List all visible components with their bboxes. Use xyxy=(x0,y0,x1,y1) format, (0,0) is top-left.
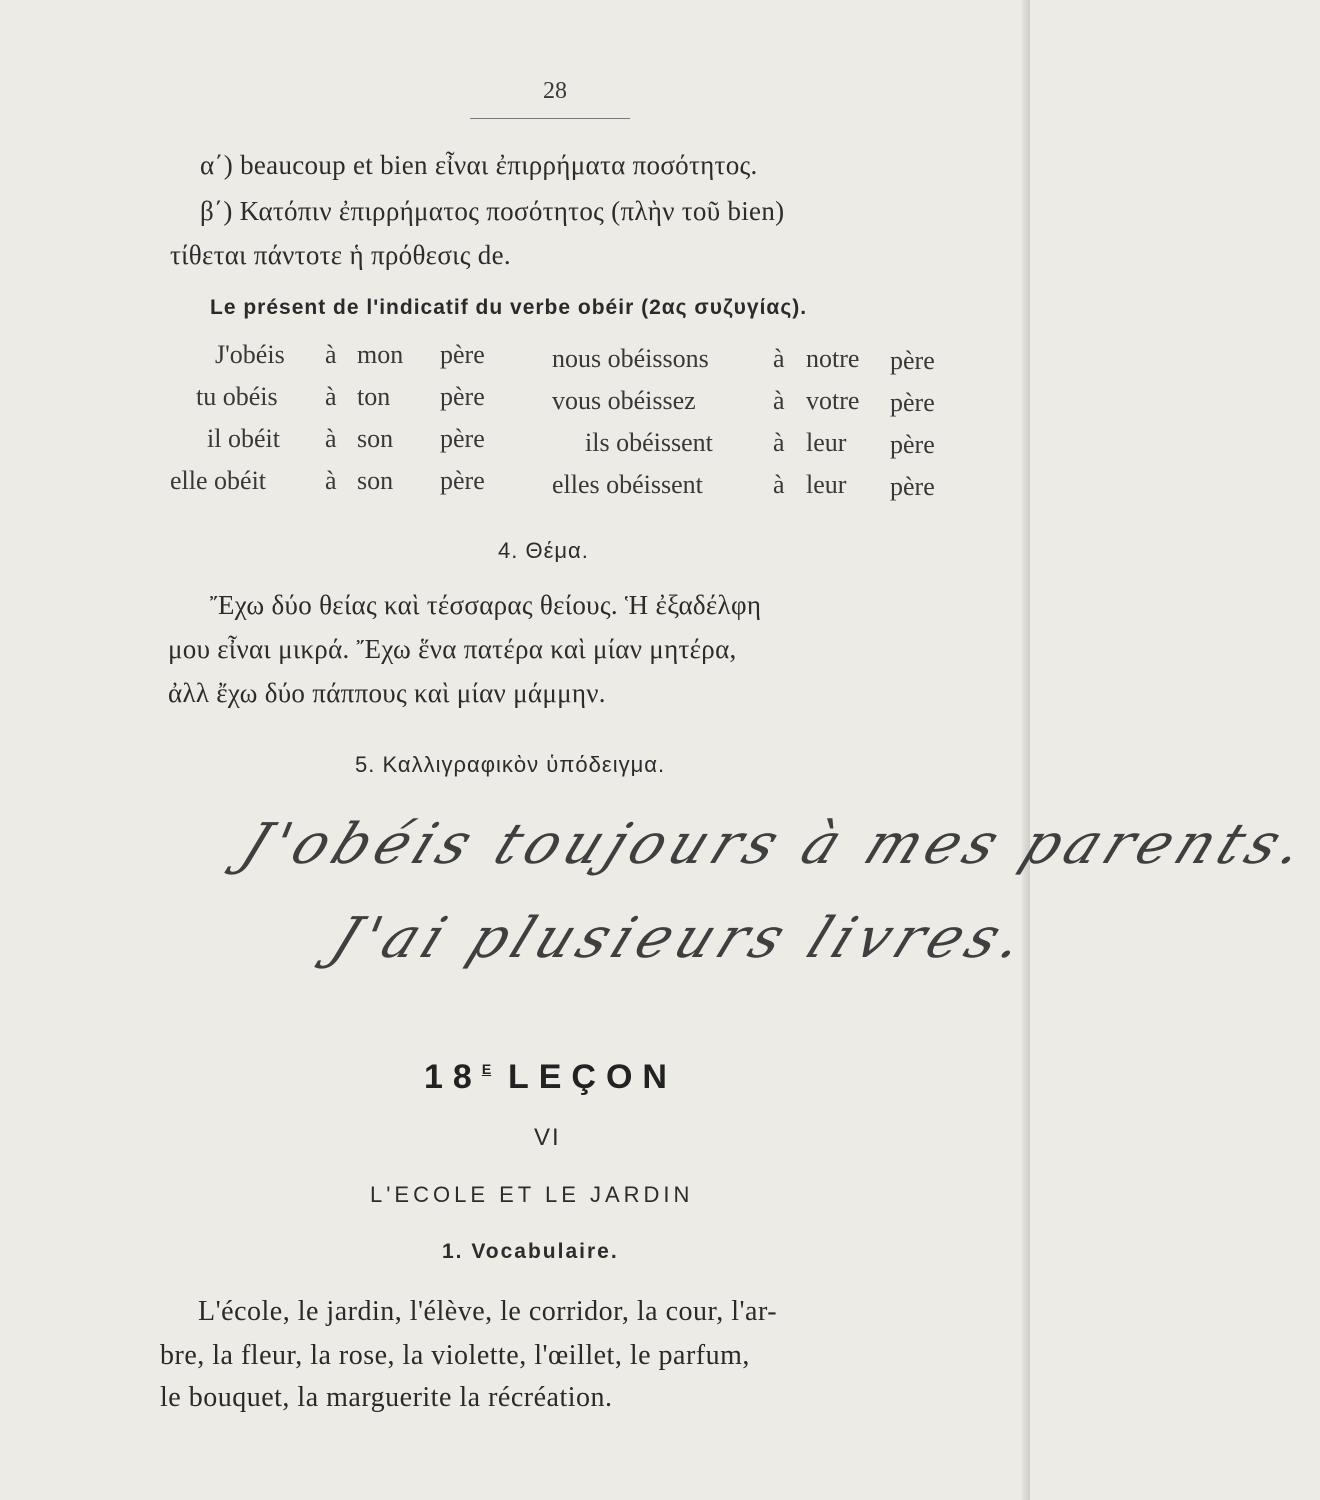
singular-preposition: à xyxy=(325,340,337,369)
singular-noun: père xyxy=(440,340,485,369)
vocabulary-line-1: L'école, le jardin, l'élève, le corridor, la cour, l'ar- xyxy=(198,1296,778,1327)
plural-possessive: leur xyxy=(806,470,847,499)
plural-possessive: leur xyxy=(806,428,847,457)
conjugation-table xyxy=(0,340,1030,510)
plural-noun: père xyxy=(890,472,935,501)
chapter-title: L'ECOLE ET LE JARDIN xyxy=(370,1182,694,1207)
singular-noun: père xyxy=(440,466,485,495)
note-line-1: α΄) beaucoup et bien εἶναι ἐπιρρήματα ποσότητος. xyxy=(200,150,758,180)
page-edge xyxy=(1022,0,1030,1500)
theme-line-3: ἀλλ ἔχω δύο πάππους καὶ μίαν μάμμην. xyxy=(168,678,606,708)
singular-noun: père xyxy=(440,382,485,411)
singular-preposition: à xyxy=(325,466,337,495)
singular-pronoun: il obéit xyxy=(207,424,280,453)
vocabulary-heading: 1. Vocabulaire. xyxy=(442,1240,619,1263)
plural-pronoun: ils obéissent xyxy=(585,428,713,457)
singular-possessive: mon xyxy=(357,340,404,369)
vocabulary-line-2: bre, la fleur, la rose, la violette, l'œillet, le parfum, xyxy=(160,1340,750,1371)
plural-possessive: votre xyxy=(806,386,860,415)
singular-pronoun: J'obéis xyxy=(215,340,285,369)
lesson-title xyxy=(424,1058,677,1097)
conjugation-row xyxy=(0,424,1030,464)
plural-pronoun: vous obéissez xyxy=(552,386,696,415)
plural-noun: père xyxy=(890,346,935,375)
calligraphy-heading: 5. Καλλιγραφικὸν ὑπόδειγμα. xyxy=(355,752,666,777)
calligraphy-line-1: J'obéis toujours à mes parents. xyxy=(232,812,1320,877)
lesson-ordinal-suffix: E xyxy=(481,1061,492,1077)
page-number: 28 xyxy=(543,78,567,104)
plural-noun: père xyxy=(890,430,935,459)
plural-possessive: notre xyxy=(806,344,860,373)
plural-preposition: à xyxy=(773,470,785,499)
plural-pronoun: elles obéissent xyxy=(552,470,703,499)
conjugation-row xyxy=(0,340,1030,380)
page-number-rule xyxy=(470,118,630,119)
singular-pronoun: elle obéit xyxy=(170,466,267,495)
singular-possessive: son xyxy=(357,424,394,453)
theme-line-2: μου εἶναι μικρά. Ἔχω ἕνα πατέρα καὶ μίαν μητέρα, xyxy=(168,634,737,664)
plural-preposition: à xyxy=(773,428,785,457)
plural-preposition: à xyxy=(773,344,785,373)
plural-preposition: à xyxy=(773,386,785,415)
singular-preposition: à xyxy=(325,382,337,411)
note-line-3: τίθεται πάντοτε ἡ πρόθεσις de. xyxy=(170,240,511,270)
theme-heading: 4. Θέμα. xyxy=(498,538,589,563)
singular-preposition: à xyxy=(325,424,337,453)
plural-noun: père xyxy=(890,388,935,417)
singular-noun: père xyxy=(440,424,485,453)
theme-line-1: Ἔχω δύο θείας καὶ τέσσαρας θείους. Ἡ ἐξαδέλφη xyxy=(210,590,762,620)
calligraphy-line-2: J'ai plusieurs livres. xyxy=(322,906,1041,971)
lesson-roman-numeral: VI xyxy=(534,1124,561,1151)
lesson-number: 18 xyxy=(424,1058,482,1096)
singular-possessive: ton xyxy=(357,382,391,411)
plural-pronoun: nous obéissons xyxy=(552,344,709,373)
note-line-2: β΄) Κατόπιν ἐπιρρήματος ποσότητος (πλὴν τοῦ bien) xyxy=(200,196,785,226)
singular-pronoun: tu obéis xyxy=(196,382,278,411)
conjugation-row xyxy=(0,382,1030,422)
singular-possessive: son xyxy=(357,466,394,495)
conjugation-heading: Le présent de l'indicatif du verbe obéir (2ας συζυγίας). xyxy=(210,296,808,319)
lesson-word: LEÇON xyxy=(507,1058,677,1096)
conjugation-row xyxy=(0,466,1030,506)
vocabulary-line-3: le bouquet, la marguerite la récréation. xyxy=(160,1382,613,1413)
